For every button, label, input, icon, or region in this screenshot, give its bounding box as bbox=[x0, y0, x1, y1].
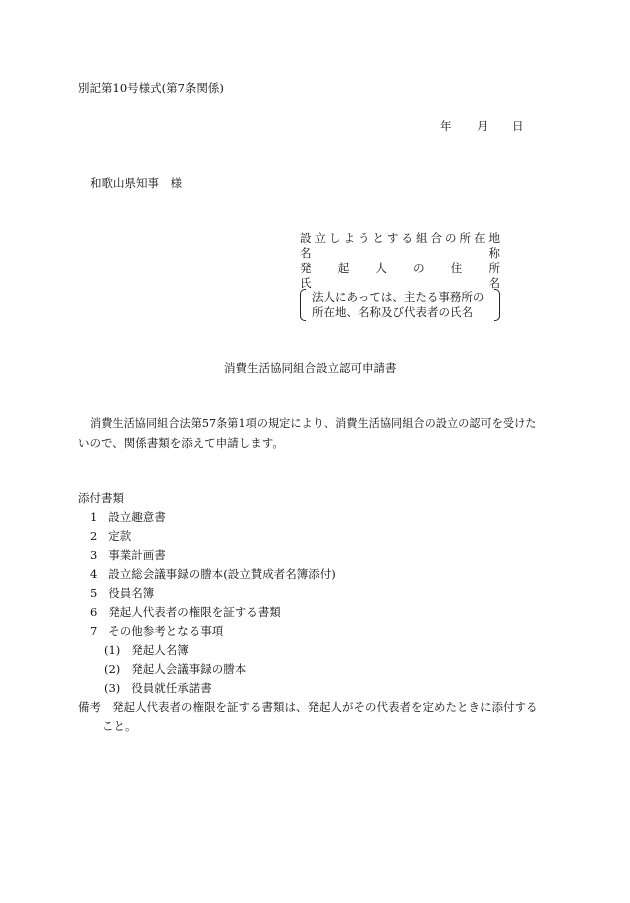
left-bracket bbox=[300, 289, 306, 321]
applicant-address-label: 設 立 し よ う と す る 組 合 の 所 在 地 bbox=[300, 231, 500, 245]
attachment-sub-item: (1) 発起人名簿 bbox=[104, 643, 189, 657]
attachment-sub-item: (2) 発起人会議事録の謄本 bbox=[104, 662, 247, 676]
note-line-2: こと。 bbox=[102, 719, 137, 733]
date-year: 年 bbox=[440, 119, 452, 133]
applicant-name-label: 名 称 bbox=[300, 246, 500, 260]
attachment-item: 7 その他参考となる事項 bbox=[90, 624, 224, 638]
document-title: 消費生活協同組合設立認可申請書 bbox=[224, 361, 397, 375]
promoter-address-label: 発 起 人 の 住 所 bbox=[300, 261, 500, 275]
body-line-2: いので、関係書類を添えて申請します。 bbox=[78, 436, 284, 450]
attachment-item: 2 定款 bbox=[90, 529, 132, 543]
attachment-item: 3 事業計画書 bbox=[90, 548, 166, 562]
attachments-heading: 添付書類 bbox=[78, 491, 124, 505]
date-day: 日 bbox=[512, 119, 524, 133]
corporation-note-bracket bbox=[300, 289, 500, 319]
attachment-item: 4 設立総会議事録の謄本(設立賛成者名簿添付) bbox=[90, 567, 336, 581]
form-label: 別記第10号様式(第7条関係) bbox=[78, 81, 224, 95]
bracket-line-1: 法人にあっては、主たる事務所の bbox=[312, 290, 485, 304]
date-month: 月 bbox=[477, 119, 489, 133]
addressee: 和歌山県知事 様 bbox=[90, 176, 182, 190]
attachment-item: 1 設立趣意書 bbox=[90, 510, 166, 524]
note-line-1: 備考 発起人代表者の権限を証する書類は、発起人がその代表者を定めたときに添付する bbox=[78, 700, 538, 714]
note-label: 備考 bbox=[78, 700, 101, 714]
body-line-1: 消費生活協同組合法第57条第1項の規定により、消費生活協同組合の設立の認可を受けた bbox=[90, 417, 537, 430]
bracket-line-2: 所在地、名称及び代表者の氏名 bbox=[312, 305, 473, 319]
right-bracket bbox=[494, 289, 500, 321]
attachment-item: 5 役員名簿 bbox=[90, 586, 155, 600]
attachment-item: 6 発起人代表者の権限を証する書類 bbox=[90, 605, 281, 619]
attachment-sub-item: (3) 役員就任承諾書 bbox=[104, 681, 212, 695]
promoter-name-label: 氏 名 bbox=[300, 276, 500, 290]
